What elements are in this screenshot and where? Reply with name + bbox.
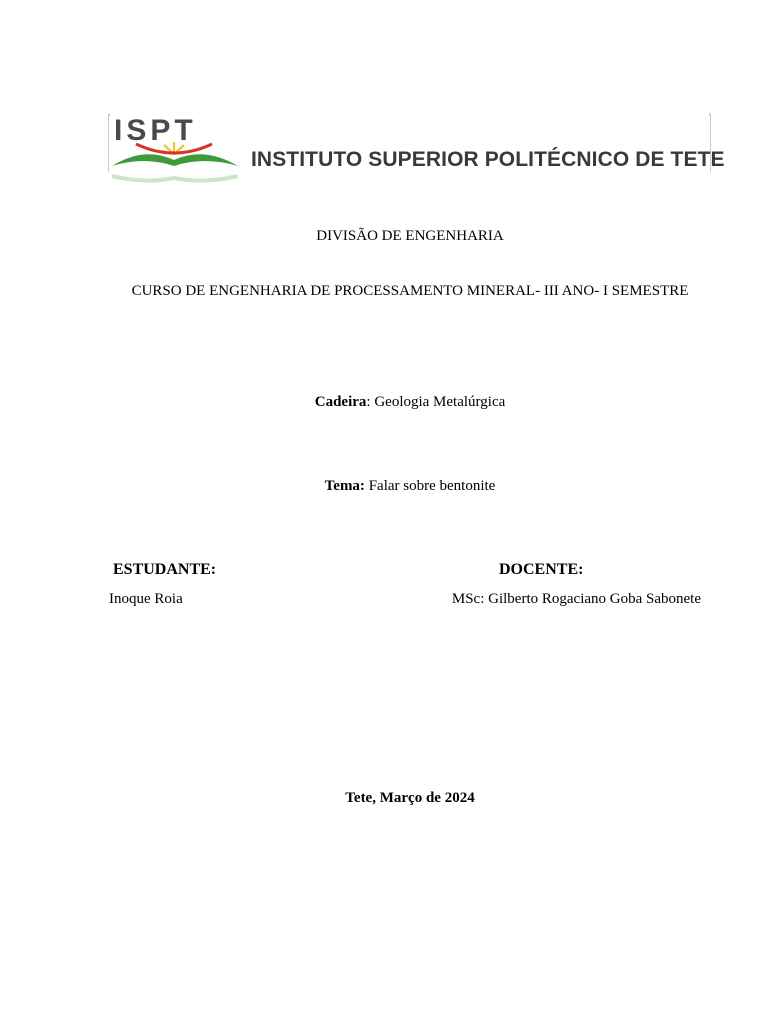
subject-separator: : — [366, 394, 375, 410]
division-title: DIVISÃO DE ENGENHARIA — [316, 228, 504, 244]
institution-banner — [108, 110, 725, 190]
student-label: ESTUDANTE: — [113, 561, 217, 578]
course-title: CURSO DE ENGENHARIA DE PROCESSAMENTO MINERAL- III ANO- I SEMESTRE — [131, 283, 689, 299]
subject-line — [26, 394, 768, 411]
teacher-label: DOCENTE: — [499, 561, 584, 578]
subject-value: Geologia Metalúrgica — [374, 394, 506, 410]
topic-line — [26, 478, 768, 495]
place-date: Tete, Março de 2024 — [345, 790, 475, 806]
student-name: Inoque Roia — [109, 591, 183, 607]
topic-label: Tema: — [324, 478, 365, 494]
institution-name: INSTITUTO SUPERIOR POLITÉCNICO DE TETE — [251, 148, 725, 171]
topic-value: Falar sobre bentonite — [364, 478, 496, 494]
logo-wordmark: ISPT — [114, 114, 197, 147]
teacher-name: MSc: Gilberto Rogaciano Goba Sabonete — [451, 591, 701, 607]
subject-label: Cadeira — [314, 394, 367, 410]
